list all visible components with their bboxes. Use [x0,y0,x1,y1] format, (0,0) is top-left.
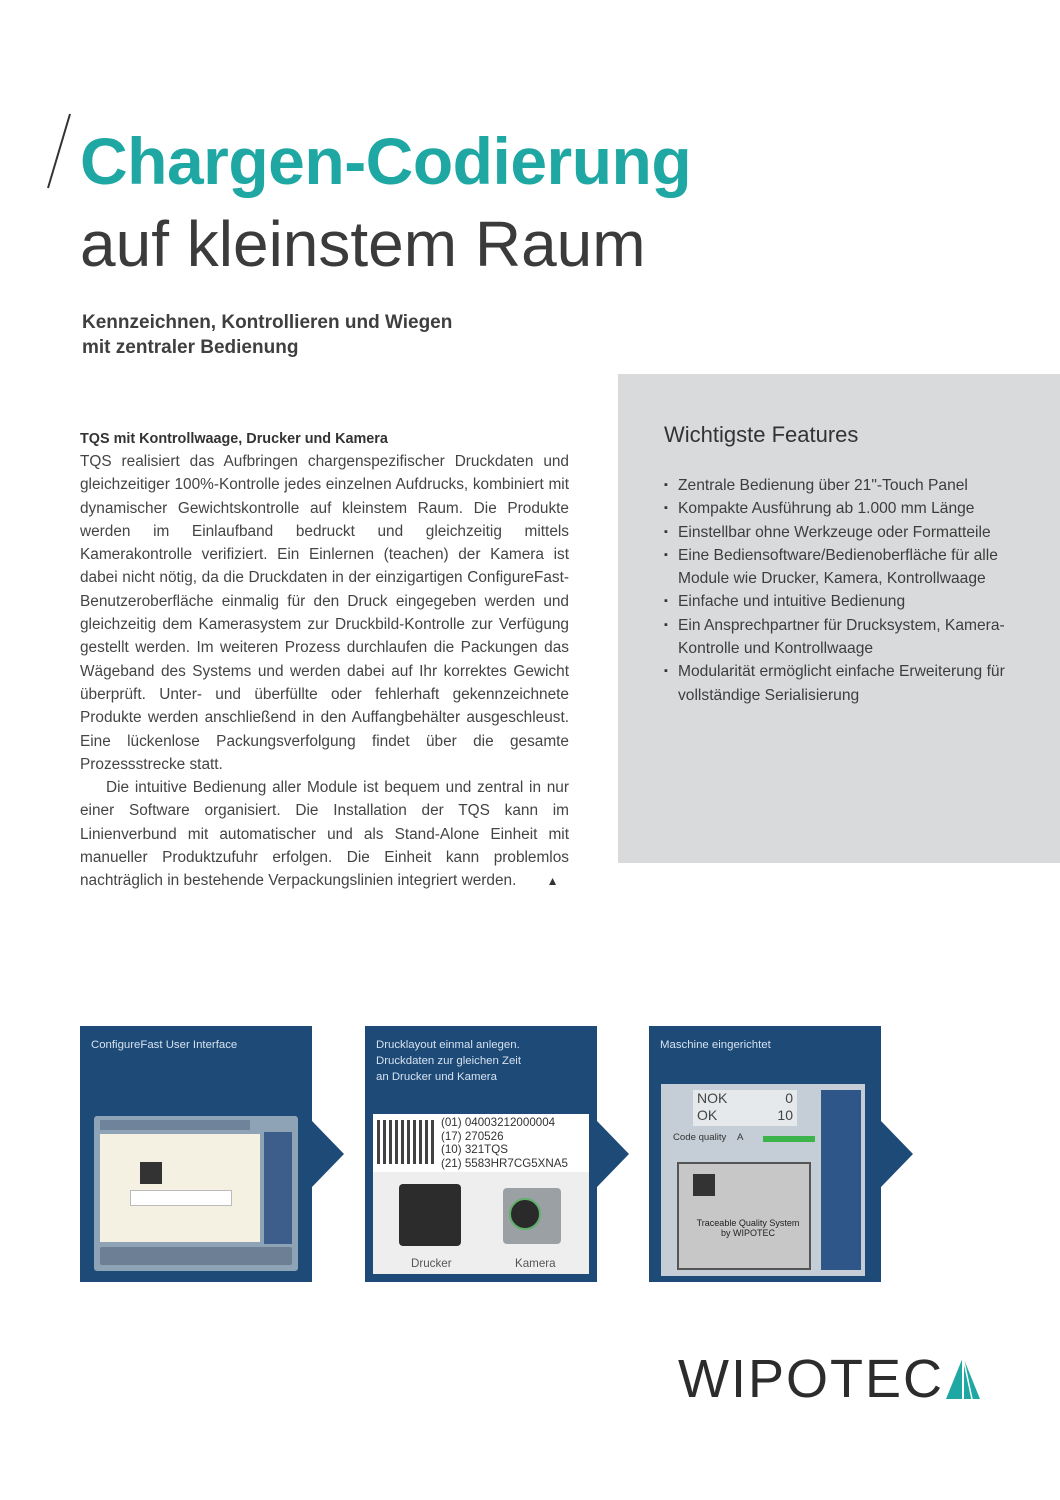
code-line: (17) 270526 [441,1129,504,1143]
datamatrix-code-icon [377,1120,437,1164]
wipotec-logo-icon [944,1355,982,1401]
subtitle-line-1: Kennzeichnen, Kontrollieren und Wiegen [82,312,453,333]
flow-arrow-icon [597,1121,629,1187]
panel-caption [376,1037,589,1085]
panel-machine-ready [649,1026,881,1282]
device-photos [373,1172,589,1274]
feature-item: ▪ Zentrale Bedienung über 21"-Touch Panel [664,474,1020,497]
features-list [664,474,1020,707]
article-paragraph-2 [80,776,569,893]
code-line: (01) 04003212000004 [441,1116,556,1129]
quality-bar [763,1136,815,1142]
flow-arrow-icon [881,1121,913,1187]
nok-row [693,1090,797,1107]
panel-print-layout [365,1026,597,1282]
panel-caption: Maschine eingerichtet [660,1039,771,1051]
page-title: Chargen-Codierung [80,124,692,198]
feature-item: ▪ Modularität ermöglicht einfache Erweiterung für vollständige Serialisierung [664,660,1020,707]
nok-label: NOK [697,1090,728,1106]
printer-label: Drucker [411,1257,452,1270]
nok-value: 0 [785,1090,793,1106]
subtitle-line-2: mit zentraler Bedienung [82,337,299,358]
printer-icon [399,1184,461,1246]
code-quality [673,1132,743,1143]
text-field-preview [130,1190,232,1206]
feature-item: ▪ Eine Bediensoftware/Bedienoberfläche für alle Module wie Drucker, Kamera, Kontrollwaage [664,544,1020,591]
code-line: (10) 321TQS [441,1143,509,1157]
ok-value: 10 [777,1107,793,1123]
flow-arrow-icon [312,1121,344,1187]
article-body [80,428,569,894]
title-slash-decoration [44,112,74,192]
feature-item: ▪ Ein Ansprechpartner für Drucksystem, Kamera-Kontrolle und Kontrollwaage [664,614,1020,661]
feature-item: ▪ Kompakte Ausführung ab 1.000 mm Länge [664,497,1020,520]
camera-image [677,1162,811,1270]
camera-lens-icon [509,1198,541,1230]
counter-box [693,1090,797,1126]
screen-sidebar [821,1090,861,1270]
features-box [618,374,1060,863]
feature-item: ▪ Einstellbar ohne Werkzeuge oder Formatteile [664,521,1020,544]
features-title: Wichtigste Features [664,422,859,447]
article-paragraph-1: TQS realisiert das Aufbringen chargenspezifischer Druckdaten und gleichzeitiger 100%-Kontrolle jedes einzelnen Aufdrucks, kombiniert mit dynamischer Gewichtskontrolle auf kleinstem Raum. Die Produkte werden im Einlaufband bedruckt und gleichzeitig mittels Kamerakontrolle verifiziert. Ein Einlernen (teachen) der Kamera ist dabei nicht nötig, da die Druckdaten in der einzigartigen ConfigureFast-Benutzeroberfläche einmalig für den Druck eingegeben werden und gleichzeitig dem Kamerasystem zur Druckbild-Kontrolle zur Verfügung gestellt werden. Im weiteren Prozess durchlaufen die Packungen das Wägeband des Systems und werden dabei auf Ihr korrektes Gewicht überprüft. Unter- und überfüllte oder fehlerhaft gekennzeichnete Produkte werden anschließend in den Auffangbehälter ausgeschleust. Eine lückenlose Packungsverfolgung findet über die gesamte Prozessstrecke statt. [80,453,569,773]
wipotec-logo: WIPOTEC [678,1349,944,1409]
printed-codes [441,1116,568,1170]
code-line: (21) 5583HR7CG5XNA5 [441,1156,568,1170]
panel-configurefast [80,1026,312,1282]
code-and-devices [373,1114,589,1274]
camera-label: Kamera [515,1257,556,1270]
datamatrix-icon [140,1162,162,1184]
camera-icon [503,1188,561,1244]
touch-panel-screenshot [94,1116,298,1271]
inspection-screenshot [661,1084,865,1276]
screen-toolbar [100,1120,250,1130]
ok-row [693,1107,797,1124]
caption-line: Druckdaten zur gleichen Zeit [376,1055,521,1067]
page-subtitle [82,310,542,360]
panel-caption: ConfigureFast User Interface [91,1039,238,1051]
screen-bottom-bar [100,1247,292,1265]
datamatrix-icon [693,1174,715,1196]
caption-line: an Drucker und Kamera [376,1071,497,1083]
code-quality-value: A [737,1132,744,1143]
caption-line: Drucklayout einmal anlegen. [376,1039,520,1051]
end-mark-icon: ▲ [546,874,559,889]
article-heading: TQS mit Kontrollwaage, Drucker und Kamera [80,431,388,447]
screen-sidebar [264,1132,292,1244]
feature-item: ▪ Einfache und intuitive Bedienung [664,590,1020,613]
screen-label-editor [100,1134,260,1242]
code-quality-label: Code quality [673,1132,727,1143]
article-paragraph-2-text: Die intuitive Bedienung aller Module ist bequem und zentral in nur einer Software organisiert. Die Installation der TQS kann im Linienverbund mit automatischer und als Stand-Alone Einheit mit manueller Produktzufuhr erfolgen. Die Einheit kann problemlos nachträglich in bestehende Verpackungslinien integriert werden. [80,779,569,890]
page-title-secondary: auf kleinstem Raum [80,208,646,280]
camera-image-tagline: Traceable Quality System by WIPOTEC [696,1218,800,1238]
ok-label: OK [697,1107,718,1123]
